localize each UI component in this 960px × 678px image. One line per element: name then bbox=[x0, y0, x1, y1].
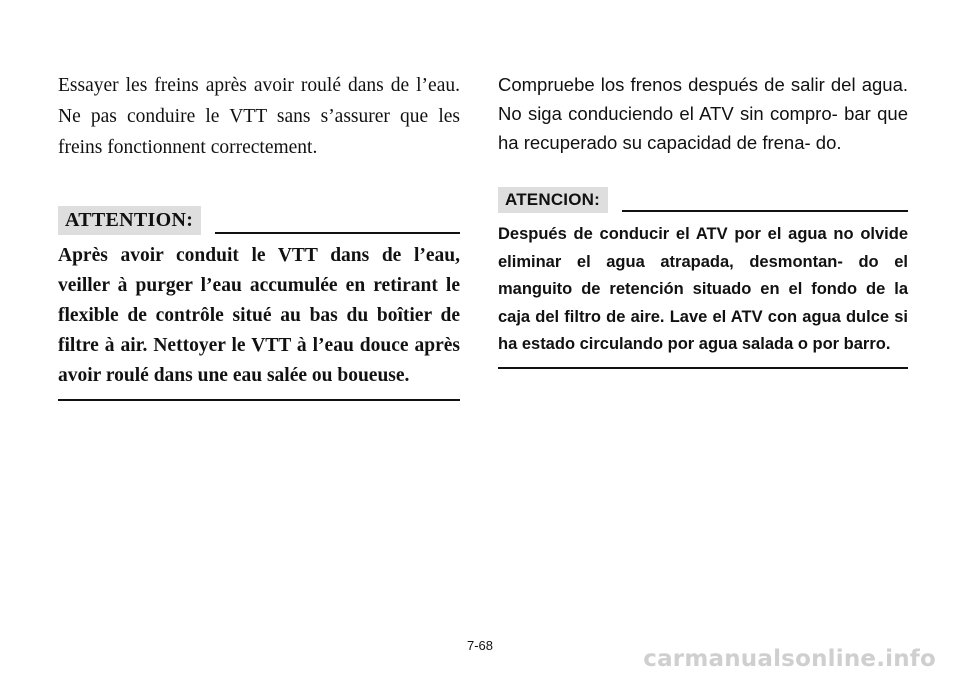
french-warning-text: Après avoir conduit le VTT dans de l’eau, veiller à purger l’eau accumulée en retirant le flexible de contrôle situé au bas du boîtier de filtre à air. Nettoyer le VTT à l’eau douce après avoir roulé dans une eau salée ou boueuse. bbox=[58, 245, 460, 386]
french-column bbox=[58, 70, 460, 401]
french-header-rule bbox=[215, 232, 460, 234]
french-end-rule bbox=[58, 399, 460, 401]
french-warning-header bbox=[58, 205, 460, 235]
spanish-intro-paragraph: Compruebe los frenos después de salir del agua. No siga conduciendo el ATV sin compro- bar que ha recuperado su capacidad de frena- do. bbox=[498, 74, 908, 153]
french-intro-paragraph: Essayer les freins après avoir roulé dans de l’eau. Ne pas conduire le VTT sans s’assurer que les freins fonctionnent correctement. bbox=[58, 75, 460, 158]
watermark-text: carmanualsonline.info bbox=[643, 646, 936, 672]
spanish-warning-header bbox=[498, 183, 908, 213]
spanish-warning-label: ATENCION: bbox=[498, 187, 608, 213]
spanish-column bbox=[498, 70, 908, 369]
spanish-warning-text: Después de conducir el ATV por el agua no olvide eliminar el agua atrapada, desmontan- do el manguito de retención situado en el fondo de la caja del filtro de aire. Lave el ATV con agua dulce si ha estado circulando por agua salada o por barro. bbox=[498, 225, 908, 353]
spanish-end-rule bbox=[498, 367, 908, 369]
spanish-header-rule bbox=[622, 210, 908, 212]
page-number: 7-68 bbox=[466, 638, 494, 653]
french-warning-label: ATTENTION: bbox=[58, 206, 201, 235]
